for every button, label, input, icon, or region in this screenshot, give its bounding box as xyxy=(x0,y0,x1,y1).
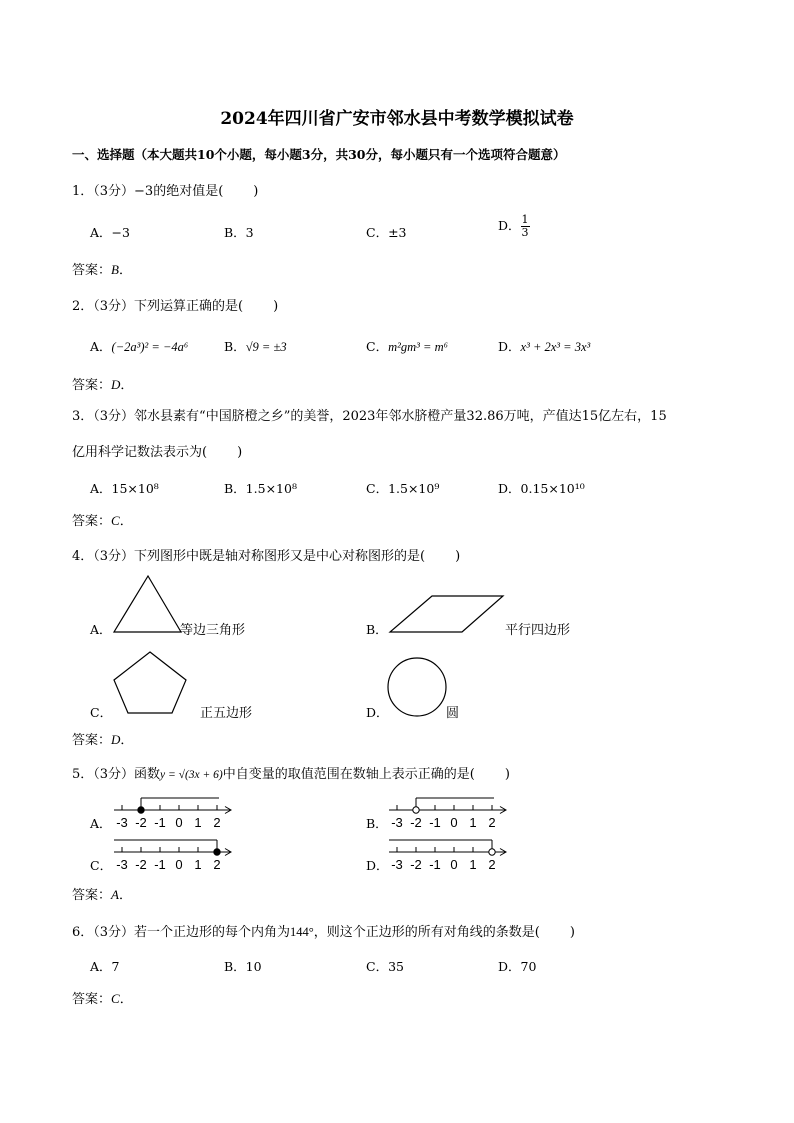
question-3-stem: 亿用科学记数法表示为( xyxy=(72,445,208,460)
number-line-tick-label: 2 xyxy=(488,815,496,830)
number-line-b xyxy=(389,798,506,830)
question-6-stem-post: ，则这个正边形的所有对角线的条数是( xyxy=(313,925,540,940)
number-line-tick-label: -3 xyxy=(391,857,403,872)
number-line-tick-label: -2 xyxy=(135,815,147,830)
question-2-close: ) xyxy=(273,299,279,314)
number-line-c xyxy=(114,840,231,872)
q3-option-b: B．1.5×10⁸ xyxy=(224,481,297,496)
q1-option-b: B．3 xyxy=(224,225,254,240)
q1-option-a: A．−3 xyxy=(90,225,130,240)
q2-option-d-math: x³ + 2x³ = 3x³ xyxy=(520,340,591,354)
q5-option-b-label: B． xyxy=(366,816,388,831)
number-line-tick-label: -2 xyxy=(410,815,422,830)
number-line-tick-label: -2 xyxy=(410,857,422,872)
answer-suffix: ． xyxy=(118,888,132,903)
q5-option-a-label: A． xyxy=(90,816,112,831)
number-line-tick-label: 0 xyxy=(175,857,183,872)
q2-option-a-math: (−2a³)² = −4a⁶ xyxy=(111,340,189,354)
q6-option-a: A．7 xyxy=(90,959,120,974)
number-line-tick-label: -1 xyxy=(154,857,166,872)
number-line-tick-label: 1 xyxy=(194,857,202,872)
open-endpoint-circle xyxy=(489,849,495,855)
q2-option-c-math: m²gm³ = m⁶ xyxy=(388,340,448,354)
number-line-tick-label: 0 xyxy=(450,857,458,872)
question-3-close: ) xyxy=(237,445,243,460)
number-line-tick-label: 2 xyxy=(488,857,496,872)
number-line-a xyxy=(114,798,231,830)
q6-option-c: C．35 xyxy=(366,959,404,974)
q4-option-b-label: B． xyxy=(366,622,388,637)
question-1-stem: 1．（3分）−3的绝对值是( xyxy=(72,184,224,199)
number-line-tick-label: 0 xyxy=(450,815,458,830)
q4-option-d-label: D． xyxy=(366,705,389,720)
number-line-tick-label: -3 xyxy=(391,815,403,830)
q6-option-b: B．10 xyxy=(224,959,262,974)
page-title: 2024年四川省广安市邻水县中考数学模拟试卷 xyxy=(220,109,574,129)
q4-option-a-label: A． xyxy=(90,622,112,637)
question-6-angle: 144° xyxy=(290,925,314,939)
question-5-answer xyxy=(72,884,132,903)
q4-option-c-name: 正五边形 xyxy=(200,706,253,721)
number-line-tick-label: 0 xyxy=(175,815,183,830)
q2-option-d-label: D． xyxy=(498,339,521,354)
number-line-tick-label: -1 xyxy=(154,815,166,830)
q4-option-c-label: C． xyxy=(90,705,113,720)
answer-label: 答案： xyxy=(72,378,112,393)
answer-value: D xyxy=(111,732,121,747)
number-line-tick-label: 1 xyxy=(469,815,477,830)
answer-label: 答案： xyxy=(72,888,112,903)
q1-option-c: C．±3 xyxy=(366,225,407,240)
question-2-stem: 2．（3分）下列运算正确的是( xyxy=(72,299,244,314)
number-line-tick-label: 2 xyxy=(213,857,221,872)
closed-endpoint-dot xyxy=(214,849,220,855)
answer-value: C xyxy=(111,991,120,1006)
q5-option-c-label: C． xyxy=(90,858,113,873)
fraction-numerator: 1 xyxy=(521,213,529,226)
question-6-stem-pre: 6．（3分）若一个正边形的每个内角为 xyxy=(72,925,291,940)
answer-suffix: ． xyxy=(120,378,134,393)
answer-suffix: ． xyxy=(119,514,133,529)
q2-option-c-label: C． xyxy=(366,339,389,354)
question-6-close: ) xyxy=(569,925,575,940)
q3-option-d: D．0.15×10¹⁰ xyxy=(498,481,585,496)
q3-option-a: A．15×10⁸ xyxy=(90,481,159,496)
answer-label: 答案： xyxy=(72,992,112,1007)
question-1-close: ) xyxy=(253,184,259,199)
question-5-close: ) xyxy=(504,767,510,782)
fraction-denominator: 3 xyxy=(521,226,529,239)
question-6-answer xyxy=(72,988,133,1007)
question-5-stem-pre: 5．（3分）函数 xyxy=(72,767,161,782)
answer-label: 答案： xyxy=(72,263,112,278)
question-5-stem-post: 中自变量的取值范围在数轴上表示正确的是( xyxy=(222,767,475,782)
q6-option-d: D．70 xyxy=(498,959,537,974)
number-line-tick-label: 2 xyxy=(213,815,221,830)
q3-option-c: C．1.5×10⁹ xyxy=(366,481,440,496)
answer-value: B xyxy=(111,262,119,277)
q5-option-d-label: D． xyxy=(366,858,389,873)
number-line-tick-label: -1 xyxy=(429,857,441,872)
answer-suffix: ． xyxy=(119,992,133,1007)
number-line-d xyxy=(389,840,506,872)
number-line-tick-label: 1 xyxy=(194,815,202,830)
answer-suffix: ． xyxy=(120,733,134,748)
number-line-tick-label: -3 xyxy=(116,857,128,872)
q4-option-a-name: 等边三角形 xyxy=(180,623,246,638)
answer-label: 答案： xyxy=(72,514,112,529)
q1-option-d-label: D． xyxy=(498,218,521,233)
open-endpoint-circle xyxy=(413,807,419,813)
answer-value: A xyxy=(111,887,119,902)
number-line-tick-label: -1 xyxy=(429,815,441,830)
closed-endpoint-dot xyxy=(138,807,144,813)
number-line-tick-label: -2 xyxy=(135,857,147,872)
q2-option-b-label: B． xyxy=(224,339,246,354)
question-6 xyxy=(72,921,575,940)
q2-option-a-label: A． xyxy=(90,339,112,354)
q4-option-d-name: 圆 xyxy=(446,706,460,721)
question-3-line-1: 3．（3分）邻水县素有“中国脐橙之乡”的美誉，2023年邻水脐橙产量32.86万吨，产值达15亿左右，15 xyxy=(72,409,667,424)
question-4-close: ) xyxy=(455,549,461,564)
section-heading: 一、选择题（本大题共10个小题，每小题3分，共30分，每小题只有一个选项符合题意） xyxy=(72,147,566,162)
question-4-stem: 4．（3分）下列图形中既是轴对称图形又是中心对称图形的是( xyxy=(72,549,426,564)
answer-label: 答案： xyxy=(72,733,112,748)
number-line-tick-label: -3 xyxy=(116,815,128,830)
answer-value: C xyxy=(111,513,120,528)
answer-value: D xyxy=(111,377,121,392)
q2-option-b-math: √9 = ±3 xyxy=(245,340,287,354)
q4-option-b-name: 平行四边形 xyxy=(505,623,571,638)
question-5-function: y = √(3x + 6) xyxy=(160,769,223,781)
number-line-tick-label: 1 xyxy=(469,857,477,872)
answer-suffix: ． xyxy=(118,263,132,278)
